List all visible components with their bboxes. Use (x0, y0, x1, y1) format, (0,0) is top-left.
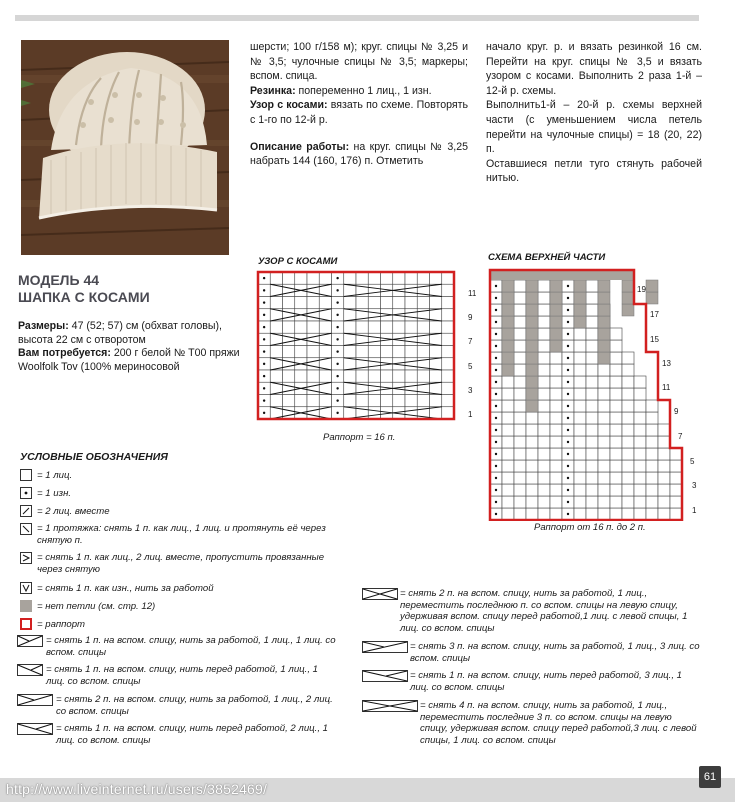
materials-line-text: 200 г белой № T00 пряжи Woolfolk Tov (100% мериносовой (18, 347, 240, 373)
model-name: ШАПКА С КОСАМИ (18, 289, 150, 305)
crown-row-number: 11 (662, 383, 671, 392)
legend-item: = снять 2 п. на вспом. спицу, нить за работой, 1 лиц., 2 лиц. со вспом. спицы (56, 694, 333, 717)
cable-row-number: 11 (468, 289, 477, 298)
cable-chart-repeat-label: Раппорт = 16 п. (323, 432, 396, 443)
legend-item: = снять 1 п. на вспом. спицу, нить за работой, 1 лиц., 1 лиц. со вспом. спицы (46, 635, 336, 658)
legend-item: = снять 1 п. как изн., нить за работой (37, 583, 214, 594)
crown-row-number: 3 (692, 481, 697, 490)
rib-text: попеременно 1 лиц., 1 изн. (295, 84, 432, 97)
crown-row-number: 17 (650, 310, 659, 319)
crown-row-number: 15 (650, 335, 659, 344)
work-text: на круг. спицы № 3,25 набрать 144 (160, 176) п. Отметить (250, 140, 469, 168)
sizes-text: 47 (52; 57) см (обхват головы), высота 22 см с отворотом (18, 320, 222, 346)
cable-1x1-left-icon (17, 664, 43, 676)
cable-3x1-left-icon (362, 670, 408, 682)
legend-item: = 2 лиц. вместе (37, 506, 110, 517)
model-number: МОДЕЛЬ 44 (18, 272, 100, 288)
cable-2-1-1-icon (362, 588, 398, 600)
legend-item: = снять 4 п. на вспом. спицу, нить за работой, 1 лиц., переместить последние 3 п. со вспом. спицы на левую спицу, удерживая вспом. спицу перед работой,3 лиц. с левой спицы, 1 лиц. со вспом. спицы (420, 700, 697, 746)
crown-row-number: 1 (692, 506, 697, 515)
crown-row-number: 9 (674, 407, 679, 416)
cable-text: вязать по схеме. Повторять с 1-го по 12-й р. (250, 99, 468, 126)
rib-label: Резинка: (250, 84, 296, 97)
no-stitch-icon (20, 600, 32, 612)
legend-item: = 1 протяжка: снять 1 п. как лиц., 1 лиц. и протянуть её через снятую п. (37, 523, 326, 546)
finish-text: Оставшиеся петли туго стянуть рабочей нитью. (486, 157, 702, 185)
legend-item: = снять 1 п. на вспом. спицу, нить перед работой, 3 лиц., 1 лиц. со вспом. спицы (410, 670, 682, 693)
cable-4-1-3-icon (362, 700, 418, 712)
knit-stitch-icon (20, 469, 32, 481)
crown-row-number: 7 (678, 432, 683, 441)
work-continue-text: начало круг. р. и вязать резинкой 16 см. Перейти на круг. спицы № 3,5 и вязать узором с косами. Выполнить 2 раза 1-й – 12-й р. схемы. (486, 41, 702, 97)
crown-chart-title: СХЕМА ВЕРХНЕЙ ЧАСТИ (488, 252, 606, 263)
k2tog-icon (20, 505, 32, 517)
page-number: 61 (699, 766, 721, 788)
cable-row-number: 1 (468, 410, 473, 419)
cable-row-number: 9 (468, 313, 473, 322)
cable-1x1-right-icon (17, 635, 43, 647)
crown-row-number: 13 (662, 359, 671, 368)
work-label: Описание работы: (250, 140, 350, 153)
legend-item: = снять 1 п. как лиц., 2 лиц. вместе, пропустить провязанные через снятую (37, 552, 325, 575)
cable-label: Узор с косами: (250, 99, 328, 112)
cable-row-number: 3 (468, 386, 473, 395)
cable-2x1-right-icon (17, 694, 53, 706)
repeat-frame-icon (20, 618, 32, 630)
materials-label: Вам потребуется: (18, 347, 111, 359)
cable-2x1-left-icon (17, 723, 53, 735)
materials-text: шерсти; 100 г/158 м); круг. спицы № 3,25 и № 3,5; чулочные спицы № 3,5; маркеры; вспом. спица. (250, 41, 468, 83)
legend-item: = раппорт (37, 619, 86, 630)
watermark-url[interactable]: http://www.liveinternet.ru/users/3852469/ (6, 781, 268, 797)
crown-row-number: 5 (690, 457, 695, 466)
legend-item: = снять 1 п. на вспом. спицу, нить перед работой, 2 лиц., 1 лиц. со вспом. спицы (56, 723, 328, 746)
legend-item: = 1 лиц. (37, 470, 73, 481)
legend-item: = нет петли (см. стр. 12) (37, 601, 156, 612)
legend-item: = 1 изн. (37, 488, 72, 499)
slip-stitch-icon (20, 582, 32, 594)
ssk-icon (20, 523, 32, 535)
cable-3x1-right-icon (362, 641, 408, 653)
legend-title: УСЛОВНЫЕ ОБОЗНАЧЕНИЯ (20, 451, 168, 463)
purl-stitch-icon (20, 487, 32, 499)
crown-text: Выполнить1-й – 20-й р. схемы верхней части (с уменьшением числа петель перейти на чулочные спицы) = 18 (20, 22) п. (486, 99, 702, 156)
legend-item: = снять 1 п. на вспом. спицу, нить перед работой, 1 лиц., 1 лиц. со вспом. спицы (46, 664, 318, 687)
crown-row-number: 19 (637, 285, 646, 294)
legend-item: = снять 2 п. на вспом. спицу, нить за работой, 1 лиц., переместить последнюю п. со вспом. спицы на левую спицу, удерживая вспом. спицу перед работой,1 лиц. с левой спицы, 1 лиц. со вспом. спицы (400, 588, 688, 634)
cable-row-number: 7 (468, 337, 473, 346)
cable-row-number: 5 (468, 362, 473, 371)
crown-chart-repeat-label: Раппорт от 16 п. до 2 п. (534, 522, 646, 533)
legend-item: = снять 3 п. на вспом. спицу, нить за работой, 1 лиц., 3 лиц. со вспом. спицы (410, 641, 700, 664)
cable-chart-title: УЗОР С КОСАМИ (258, 256, 338, 267)
sk2p-icon (20, 552, 32, 564)
sizes-label: Размеры: (18, 320, 69, 332)
